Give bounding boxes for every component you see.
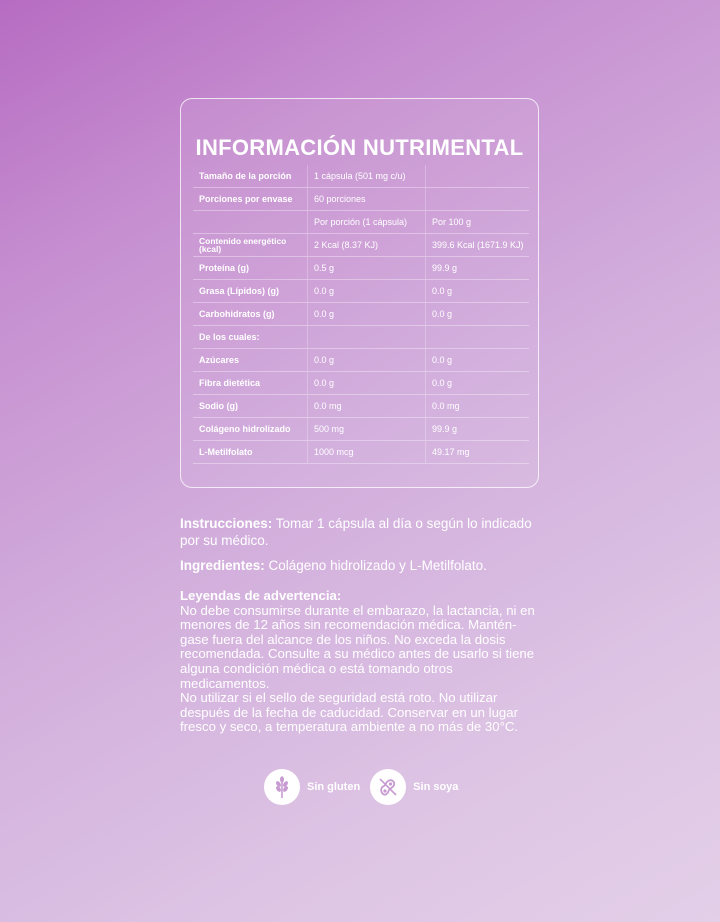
table-cell bbox=[426, 165, 530, 188]
table-cell: Grasa (Lípidos) (g) bbox=[193, 280, 308, 303]
table-cell: 0.0 g bbox=[426, 303, 530, 326]
table-cell: 0.0 g bbox=[308, 372, 426, 395]
warnings-label: Leyendas de advertencia: bbox=[180, 588, 342, 603]
table-cell: De los cuales: bbox=[193, 326, 308, 349]
table-cell: 0.0 g bbox=[308, 280, 426, 303]
table-cell bbox=[426, 188, 530, 211]
badge-soy-free bbox=[370, 769, 458, 805]
table-row bbox=[193, 234, 529, 257]
table-row bbox=[193, 372, 529, 395]
wheat-icon bbox=[264, 769, 300, 805]
table-cell: 399.6 Kcal (1671.9 KJ) bbox=[426, 234, 530, 257]
table-cell: 1000 mcg bbox=[308, 441, 426, 464]
badge-gluten-free bbox=[264, 769, 360, 805]
table-cell: Fibra dietética bbox=[193, 372, 308, 395]
table-cell: 60 porciones bbox=[308, 188, 426, 211]
table-row bbox=[193, 303, 529, 326]
table-cell: 0.0 mg bbox=[308, 395, 426, 418]
table-row bbox=[193, 257, 529, 280]
badges-row bbox=[264, 768, 468, 806]
warnings-paragraph-2: No utilizar si el sello de seguridad está roto. No utilizar después de la fecha de caducidad. Conservar en un lugar fresco y seco, a temperatura ambiente a no más de 30°C. bbox=[180, 690, 519, 735]
instructions-block bbox=[180, 515, 540, 549]
ingredients-block bbox=[180, 557, 540, 574]
table-cell: Por 100 g bbox=[426, 211, 530, 234]
nutrition-card bbox=[180, 98, 539, 488]
table-cell: 500 mg bbox=[308, 418, 426, 441]
nutrition-table bbox=[193, 165, 529, 464]
table-cell: 0.0 g bbox=[426, 280, 530, 303]
table-cell: Tamaño de la porción bbox=[193, 165, 308, 188]
table-cell bbox=[193, 211, 308, 234]
table-row bbox=[193, 165, 529, 188]
warnings-paragraph-1: No debe consumirse durante el embarazo, la lactancia, ni en menores de 12 años sin recomendación médica. Manténgase fuera del alcance de los niños. No exceda la dosis recomendada. Consulte a su médico antes de usarlo si tiene alguna condición médica o está tomando otros medicamentos. bbox=[180, 602, 535, 691]
table-cell: Porciones por envase bbox=[193, 188, 308, 211]
soy-icon bbox=[370, 769, 406, 805]
nutrition-title: INFORMACIÓN NUTRIMENTAL bbox=[195, 135, 524, 160]
table-row bbox=[193, 418, 529, 441]
table-cell: 49.17 mg bbox=[426, 441, 530, 464]
table-cell: 99.9 g bbox=[426, 418, 530, 441]
table-row bbox=[193, 326, 529, 349]
table-row bbox=[193, 188, 529, 211]
table-cell: 0.0 g bbox=[426, 372, 530, 395]
table-cell: 99.9 g bbox=[426, 257, 530, 280]
table-cell: Carbohidratos (g) bbox=[193, 303, 308, 326]
table-cell bbox=[426, 326, 530, 349]
instructions-label: Instrucciones: bbox=[180, 516, 273, 531]
badge-gluten-label: Sin gluten bbox=[307, 781, 361, 793]
table-cell: 0.0 g bbox=[308, 349, 426, 372]
table-cell: Sodio (g) bbox=[193, 395, 308, 418]
table-cell: L-Metilfolato bbox=[193, 441, 308, 464]
warnings-block bbox=[180, 589, 540, 735]
table-row bbox=[193, 349, 529, 372]
ingredients-text: Colágeno hidrolizado y L-Metilfolato. bbox=[264, 558, 487, 573]
table-row bbox=[193, 441, 529, 464]
table-cell: Azúcares bbox=[193, 349, 308, 372]
table-cell: Proteína (g) bbox=[193, 257, 308, 280]
ingredients-label: Ingredientes: bbox=[180, 558, 265, 573]
table-row bbox=[193, 280, 529, 303]
table-cell: Contenido energético (kcal) bbox=[193, 234, 308, 257]
table-cell: Colágeno hidrolizado bbox=[193, 418, 308, 441]
badge-soy-label: Sin soya bbox=[413, 781, 459, 793]
table-row bbox=[193, 395, 529, 418]
table-cell: 0.0 g bbox=[308, 303, 426, 326]
table-cell: 2 Kcal (8.37 KJ) bbox=[308, 234, 426, 257]
instructions-text: Tomar 1 cápsula al día o según lo indicado por su médico. bbox=[180, 516, 532, 548]
table-cell bbox=[308, 326, 426, 349]
table-row bbox=[193, 211, 529, 234]
table-cell: 1 cápsula (501 mg c/u) bbox=[308, 165, 426, 188]
table-cell: 0.0 g bbox=[426, 349, 530, 372]
table-cell: Por porción (1 cápsula) bbox=[308, 211, 426, 234]
table-cell: 0.5 g bbox=[308, 257, 426, 280]
table-cell: 0.0 mg bbox=[426, 395, 530, 418]
